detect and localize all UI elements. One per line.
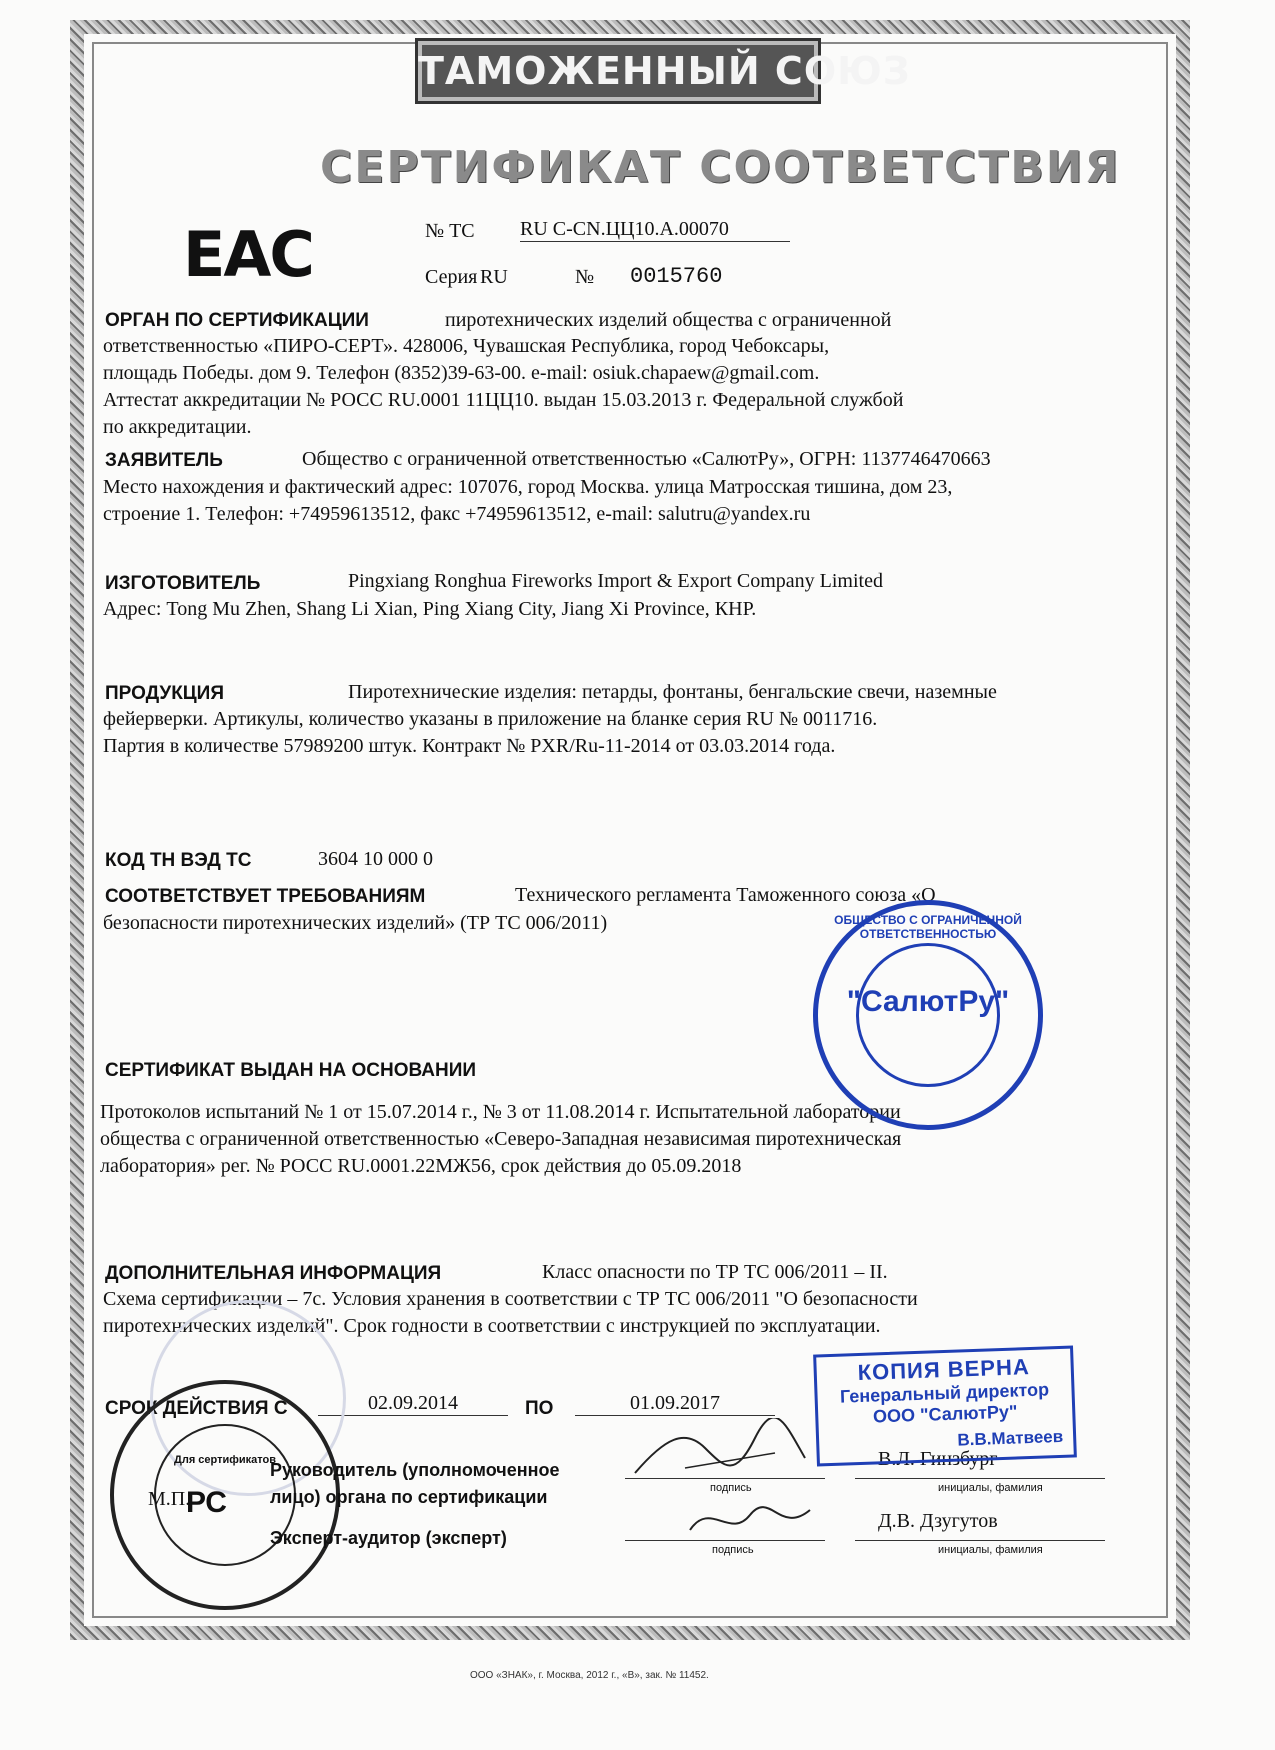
expert-name-line	[855, 1540, 1105, 1541]
product-label: ПРОДУКЦИЯ	[105, 683, 224, 704]
copy-verified-company: ООО "СалютРу"	[872, 1401, 1018, 1427]
head-label-line2: лицо) органа по сертификации	[270, 1487, 548, 1507]
company-seal	[813, 900, 1043, 1130]
head-name-line	[855, 1478, 1105, 1479]
series-number-value: 0015760	[630, 264, 723, 289]
applicant-label: ЗАЯВИТЕЛЬ	[105, 450, 223, 471]
cert-body-line2: ответственностью «ПИРО-СЕРТ». 428006, Чувашская Республика, город Чебоксары,	[103, 335, 830, 357]
manufacturer-line1: Pingxiang Ronghua Fireworks Import & Export Company Limited	[348, 570, 883, 592]
validity-to-label: ПО	[525, 1398, 554, 1419]
basis-line2: общества с ограниченной ответственностью «Северо-Западная независимая пиротехническая	[100, 1128, 902, 1150]
manufacturer-label: ИЗГОТОВИТЕЛЬ	[105, 573, 261, 594]
basis-line3: лаборатория» рег. № РОСС RU.0001.22МЖ56, срок действия до 05.09.2018	[100, 1155, 742, 1177]
pct-mark-icon: РС	[186, 1486, 227, 1519]
cert-number-label: № ТС	[425, 220, 475, 242]
series-number-label: №	[575, 266, 595, 288]
head-name: В.Л. Гинзбург	[878, 1448, 998, 1470]
product-line1: Пиротехнические изделия: петарды, фонтаны, бенгальские свечи, наземные	[348, 681, 997, 703]
mp-mark: М.П.	[148, 1488, 191, 1510]
expert-signature-scribble	[680, 1495, 820, 1545]
basis-label: СЕРТИФИКАТ ВЫДАН НА ОСНОВАНИИ	[105, 1060, 477, 1081]
cert-body-line5: по аккредитации.	[103, 416, 252, 438]
expert-name-caption: инициалы, фамилия	[938, 1544, 1043, 1556]
expert-label: Эксперт-аудитор (эксперт)	[270, 1528, 507, 1548]
head-name-caption: инициалы, фамилия	[938, 1482, 1043, 1494]
conformity-label: СООТВЕТСТВУЕТ ТРЕБОВАНИЯМ	[105, 886, 426, 907]
seal-text: Для сертификатов	[174, 1454, 276, 1466]
validity-from-label: СРОК ДЕЙСТВИЯ С	[105, 1398, 288, 1419]
hs-code-label: КОД ТН ВЭД ТС	[105, 850, 252, 871]
eac-logo: ЕАС	[183, 218, 313, 291]
series-value: RU	[480, 266, 508, 288]
head-signature-scribble	[625, 1418, 815, 1488]
cert-body-label: ОРГАН ПО СЕРТИФИКАЦИИ	[105, 310, 369, 331]
validity-from-value: 02.09.2014	[318, 1392, 508, 1416]
applicant-line2: Место нахождения и фактический адрес: 107076, город Москва. улица Матросская тишина, дом 23,	[103, 476, 953, 498]
cert-body-line4: Аттестат аккредитации № РОСС RU.0001 11ЦЦ10. выдан 15.03.2013 г. Федеральной службой	[103, 389, 904, 411]
additional-line2: Схема сертификации – 7с. Условия хранения в соответствии с ТР ТС 006/2011 "О безопасности	[103, 1288, 918, 1310]
additional-label: ДОПОЛНИТЕЛЬНАЯ ИНФОРМАЦИЯ	[105, 1263, 442, 1284]
series-label: Серия	[425, 266, 478, 288]
certificate-title: СЕРТИФИКАТ СООТВЕТСТВИЯ	[320, 142, 1121, 193]
hs-code-value: 3604 10 000 0	[318, 848, 433, 870]
company-seal-name: "СалютРу"	[846, 985, 1010, 1018]
product-line3: Партия в количестве 57989200 штук. Контракт № PXR/Ru-11-2014 от 03.03.2014 года.	[103, 735, 836, 757]
cert-number-value: RU C-CN.ЦЦ10.А.00070	[520, 218, 790, 242]
cert-body-line1: пиротехнических изделий общества с ограниченной	[445, 309, 892, 331]
copy-verified-title: КОПИЯ ВЕРНА	[857, 1354, 1031, 1386]
conformity-line2: безопасности пиротехнических изделий» (ТР ТС 006/2011)	[103, 912, 608, 934]
head-signature-caption: подпись	[710, 1482, 752, 1494]
customs-union-banner: ТАМОЖЕННЫЙ СОЮЗ	[415, 38, 821, 104]
copy-verified-role: Генеральный директор	[839, 1379, 1050, 1407]
additional-line1: Класс опасности по ТР ТС 006/2011 – II.	[542, 1261, 888, 1283]
basis-line1: Протоколов испытаний № 1 от 15.07.2014 г., № 3 от 11.08.2014 г. Испытательной лаборатории	[100, 1101, 901, 1123]
product-line2: фейерверки. Артикулы, количество указаны в приложение на бланке серия RU № 0011716.	[103, 708, 878, 730]
additional-line3: пиротехнических изделий". Срок годности в соответствии с инструкцией по эксплуатации.	[103, 1315, 881, 1337]
copy-verified-stamp	[813, 1345, 1077, 1466]
expert-signature-caption: подпись	[712, 1544, 754, 1556]
cert-body-line3: площадь Победы. дом 9. Телефон (8352)39-63-00. e-mail: osiuk.chapaew@gmail.com.	[103, 362, 820, 384]
expert-name: Д.В. Дзугутов	[878, 1510, 998, 1532]
printer-footer: ООО «ЗНАК», г. Москва, 2012 г., «В», зак. № 11452.	[470, 1670, 709, 1681]
applicant-line3: строение 1. Телефон: +74959613512, факс +74959613512, e-mail: salutru@yandex.ru	[103, 503, 811, 525]
applicant-line1: Общество с ограниченной ответственностью «СалютРу», ОГРН: 1137746470663	[302, 448, 991, 470]
company-seal-ring-text: ОБЩЕСТВО С ОГРАНИЧЕННОЙ ОТВЕТСТВЕННОСТЬЮ	[834, 913, 1022, 941]
conformity-line1: Технического регламента Таможенного союза «О	[515, 884, 936, 906]
validity-to-value: 01.09.2017	[575, 1392, 775, 1416]
head-label-line1: Руководитель (уполномоченное	[270, 1460, 560, 1480]
copy-verified-name: В.В.Матвеев	[957, 1426, 1064, 1450]
manufacturer-line2: Адрес: Tong Mu Zhen, Shang Li Xian, Ping Xiang City, Jiang Xi Province, КНР.	[103, 598, 757, 620]
